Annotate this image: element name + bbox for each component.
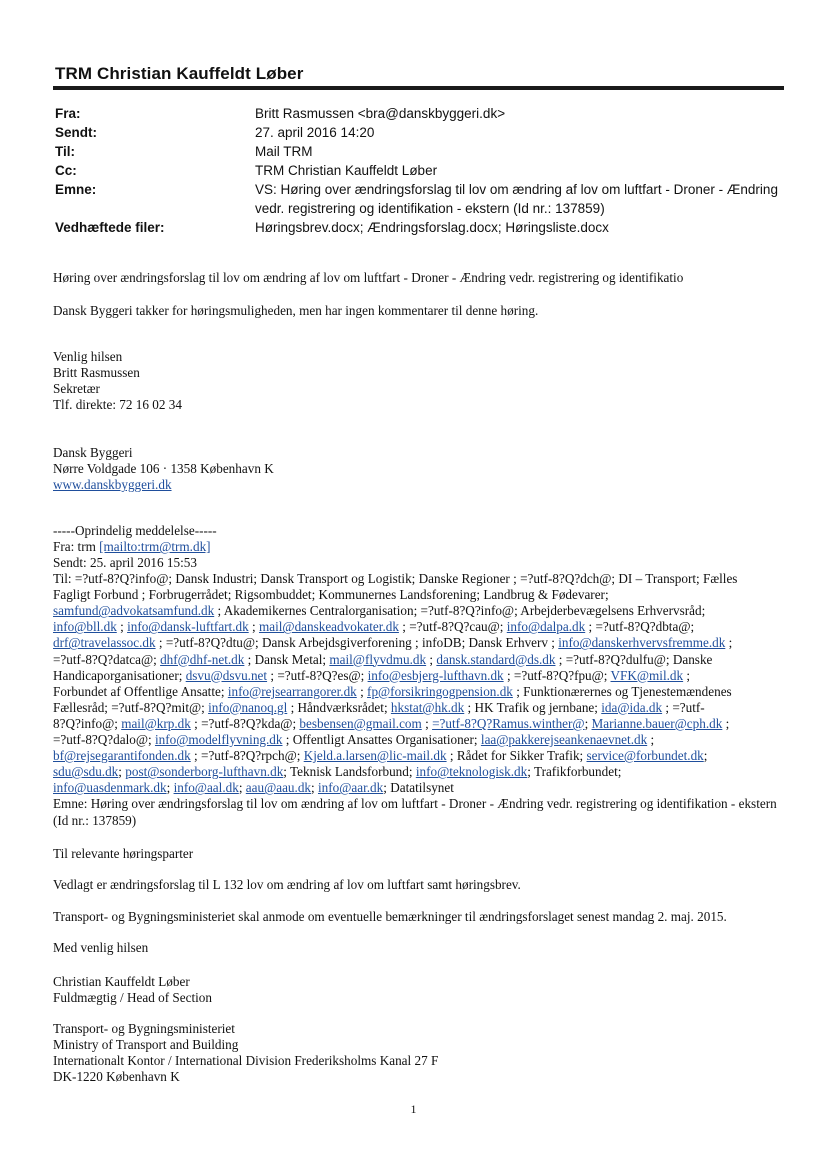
recipient-text: ; [647,732,655,747]
recipient-text: ; [421,715,433,731]
company-website-line [53,477,793,494]
recipient-line [53,587,793,604]
sender-line: Fuldmægtig / Head of Section [53,990,212,1005]
recipient-text: ; Akademikernes Centralorganisation; =?utf-8?Q?info@; Arbejderbevægelsens Erhvervsråd; [214,603,706,619]
recipient-text: ; =?utf-8?Q?es@; [267,667,368,683]
recipient-text: Fagligt Forbund ; Forbrugerrådet; Rigsombuddet; Kommunernes Landsforening; Landbrug & Fødevarer; [53,587,609,603]
recipient-email-link[interactable]: sdu@sdu.dk [53,764,119,780]
forward-from-link[interactable]: [mailto:trm@trm.dk] [99,539,211,554]
forward-from-text: Fra: trm [53,539,100,554]
header-value: Mail TRM [255,144,313,159]
recipient-text: ; [725,635,733,651]
recipient-text: ; Offentligt Ansattes Organisationer; [282,732,481,747]
document-title: TRM Christian Kauffeldt Løber [55,64,304,83]
recipient-email-link[interactable]: samfund@advokatsamfund.dk [53,603,215,619]
recipient-email-link[interactable]: mail@danskeadvokater.dk [258,619,399,635]
recipient-email-link[interactable]: fp@forsikringogpension.dk [367,683,513,699]
header-label: Fra: [55,106,81,121]
ministry-line: Ministry of Transport and Building [53,1037,239,1052]
recipient-text: ; =?utf-8?Q?fpu@; [503,667,611,683]
header-label: Vedhæftede filer: [55,220,165,235]
signature-line: Tlf. direkte: 72 16 02 34 [53,397,182,412]
header-label: Til: [55,144,75,159]
recipient-text: ; [311,780,318,796]
recipient-email-link[interactable]: ida@ida.dk [601,699,663,715]
recipient-text: ; Funktionærernes og Tjenestemændenes [512,683,732,699]
recipient-text: Forbundet af Offentlige Ansatte; [53,683,228,699]
recipient-text: ; =?utf- [662,699,705,715]
recipient-line [53,684,793,701]
recipient-email-link[interactable]: Marianne.bauer@cph.dk [591,715,723,731]
header-value: TRM Christian Kauffeldt Løber [255,163,438,178]
recipient-text: ; [584,715,592,731]
recipient-line [53,619,793,636]
forward-subject: Emne: Høring over ændringsforslag til lov om ændring af lov om luftfart - Droner - Ændring vedr. registrering og identifikation - ekstern (Id nr.: 137859) [53,796,777,828]
recipient-text: ; =?utf-8?Q?kda@; [190,715,300,731]
recipient-email-link[interactable]: info@aal.dk [173,780,239,796]
company-line: Dansk Byggeri [53,445,133,460]
company-line: Nørre Voldgade 106 · 1358 København K [53,461,274,476]
recipient-text: ; =?utf-8?Q?cau@; [398,619,507,635]
recipient-email-link[interactable]: VFK@mil.dk [610,667,684,683]
signature-line: Sekretær [53,381,100,396]
recipient-text: ; =?utf-8?Q?rpch@; [190,748,304,764]
recipient-line [53,716,793,733]
recipient-text: ; Trafikforbundet; [527,764,622,780]
company-website-link[interactable]: www.danskbyggeri.dk [53,477,172,492]
recipient-text: ; HK Trafik og jernbane; [464,699,602,715]
recipient-email-link[interactable]: dhf@dhf-net.dk [160,651,245,667]
recipient-text: ; Dansk Metal; [244,651,330,667]
forward-paragraph: Vedlagt er ændringsforslag til L 132 lov om ændring af lov om luftfart samt høringsbrev. [53,877,521,892]
recipient-text: =?utf-8?Q?dalo@; [53,732,155,747]
recipient-email-link[interactable]: Kjeld.a.larsen@lic-mail.dk [303,748,447,764]
recipient-line [53,780,793,797]
recipient-text: ; [426,651,437,667]
recipient-text: ; =?utf-8?Q?dbta@; [585,619,695,635]
body-thanks: Dansk Byggeri takker for høringsmuligheden, men har ingen kommentarer til denne høring. [53,303,539,318]
ministry-line: Internationalt Kontor / International Division Frederiksholms Kanal 27 F [53,1053,439,1068]
forward-separator: -----Oprindelig meddelelse----- [53,523,217,538]
recipient-email-link[interactable]: =?utf-8?Q?Ramus.winther@ [432,715,585,731]
recipient-text: Til: =?utf-8?Q?info@; Dansk Industri; Dansk Transport og Logistik; Danske Regioner ; =?utf-8?Q?dch@; DI – Transport; Fælles [53,571,738,586]
recipient-email-link[interactable]: info@esbjerg-lufthavn.dk [367,667,504,683]
forward-sent: Sendt: 25. april 2016 15:53 [53,555,197,570]
recipient-text: ; Teknisk Landsforbund; [283,764,416,780]
recipient-text: ; Datatilsynet [383,780,454,796]
header-label: Sendt: [55,125,97,140]
header-value: VS: Høring over ændringsforslag til lov om ændring af lov om luftfart - Droner - Ændring vedr. registrering og identifikation - ekstern (Id nr.: 137859) [255,182,778,216]
recipient-text: Fællesråd; =?utf-8?Q?mit@; [53,699,209,715]
recipient-email-link[interactable]: info@teknologisk.dk [415,764,528,780]
recipient-text: ; [683,667,691,683]
recipient-email-link[interactable]: info@rejsearrangorer.dk [227,683,357,699]
recipient-email-link[interactable]: info@dansk-luftfart.dk [127,619,249,635]
recipient-line [53,652,793,669]
recipient-text: ; Rådet for Sikker Trafik; [446,748,587,764]
recipient-text: ; =?utf-8?Q?dtu@; Dansk Arbejdsgiverforening ; infoDB; Dansk Erhverv ; [155,635,559,651]
recipient-text: ; [238,780,246,796]
recipient-line [53,700,793,717]
recipient-email-link[interactable]: info@dalpa.dk [506,619,586,635]
recipient-text: ; [166,780,174,796]
recipient-line [53,748,793,765]
forward-closing: Med venlig hilsen [53,940,149,955]
recipient-line [53,668,793,685]
recipient-email-link[interactable]: info@aar.dk [317,780,384,796]
ministry-line: DK-1220 København K [53,1069,180,1084]
recipient-text: =?utf-8?Q?datca@; [53,651,161,667]
recipient-email-link[interactable]: dansk.standard@ds.dk [436,651,556,667]
recipient-text: ; [116,619,128,635]
recipient-email-link[interactable]: info@uasdenmark.dk [53,780,167,796]
title-rule [53,86,784,90]
header-label: Emne: [55,182,97,197]
recipient-email-link[interactable]: info@danskerhvervsfremme.dk [558,635,726,651]
recipient-text: ; [703,748,708,764]
forward-greeting: Til relevante høringsparter [53,846,194,861]
recipient-text: ; [356,683,368,699]
page-number: 1 [410,1102,417,1116]
recipient-email-link[interactable]: hkstat@hk.dk [390,699,465,715]
header-value: Høringsbrev.docx; Ændringsforslag.docx; Høringsliste.docx [255,220,609,235]
recipient-email-link[interactable]: post@sonderborg-lufthavn.dk [125,764,284,780]
recipient-email-link[interactable]: info@modelflyvning.dk [154,732,283,747]
recipient-text: Handicaporganisationer; [53,667,186,683]
signature-line: Venlig hilsen [53,349,123,364]
recipient-email-link[interactable]: mail@krp.dk [121,715,191,731]
recipient-email-link[interactable]: dsvu@dsvu.net [185,667,268,683]
recipient-email-link[interactable]: info@nanoq.gl [208,699,288,715]
recipient-text: ; Håndværksrådet; [287,699,391,715]
ministry-line: Transport- og Bygningsministeriet [53,1021,235,1036]
recipient-email-link[interactable]: mail@flyvdmu.dk [329,651,427,667]
recipient-line [53,603,793,620]
recipient-email-link[interactable]: info@bll.dk [53,619,117,635]
recipient-line [53,764,793,781]
recipient-text: 8?Q?info@; [53,715,122,731]
header-label: Cc: [55,163,77,178]
recipient-email-link[interactable]: besbensen@gmail.com [299,715,422,731]
recipient-line [53,635,793,652]
recipient-text: ; [722,715,730,731]
recipient-text: ; [248,619,259,635]
recipient-text: ; [118,764,126,780]
recipient-email-link[interactable]: bf@rejsegarantifonden.dk [53,748,191,764]
recipient-email-link[interactable]: drf@travelassoc.dk [53,635,156,651]
header-value: Britt Rasmussen <bra@danskbyggeri.dk> [255,106,506,121]
signature-line: Britt Rasmussen [53,365,140,380]
body-subject-line: Høring over ændringsforslag til lov om ændring af lov om luftfart - Droner - Ændring vedr. registrering og identifikatio [53,270,684,285]
recipient-line [53,732,793,749]
recipient-line [53,571,793,588]
forward-from [53,539,793,556]
sender-line: Christian Kauffeldt Løber [53,974,190,989]
recipient-email-link[interactable]: laa@pakkerejseankenaevnet.dk [480,732,648,747]
header-value: 27. april 2016 14:20 [255,125,375,140]
recipient-email-link[interactable]: aau@aau.dk [245,780,312,796]
recipient-text: ; =?utf-8?Q?dulfu@; Danske [555,651,713,667]
forward-paragraph: Transport- og Bygningsministeriet skal anmode om eventuelle bemærkninger til ændringsforslaget senest mandag 2. maj. 2015. [53,909,727,924]
recipient-email-link[interactable]: service@forbundet.dk [586,748,704,764]
